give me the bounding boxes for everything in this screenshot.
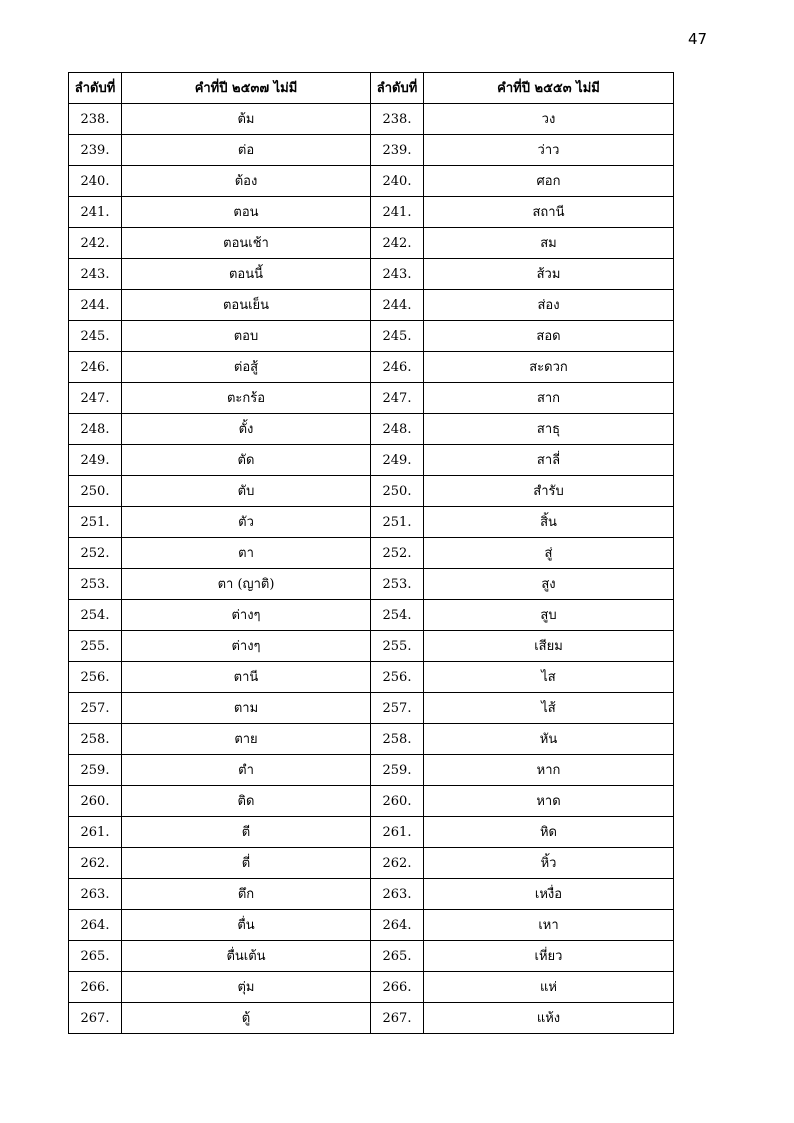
word-2553: เหงื่อ: [424, 879, 674, 910]
word-2537: ตอนเช้า: [122, 228, 371, 259]
row-index-right: 266.: [371, 972, 424, 1003]
row-index-left: 263.: [69, 879, 122, 910]
table-row: [69, 445, 674, 476]
table-row: [69, 538, 674, 569]
row-index-right: 253.: [371, 569, 424, 600]
row-index-left: 240.: [69, 166, 122, 197]
row-index-right: 248.: [371, 414, 424, 445]
word-2553: ว่าว: [424, 135, 674, 166]
row-index-left: 252.: [69, 538, 122, 569]
row-index-right: 258.: [371, 724, 424, 755]
word-2537: ตื่นเต้น: [122, 941, 371, 972]
row-index-left: 244.: [69, 290, 122, 321]
row-index-right: 265.: [371, 941, 424, 972]
header-words-2537: คำที่ปี ๒๕๓๗ ไม่มี: [122, 73, 371, 104]
word-2553: สม: [424, 228, 674, 259]
table-row: [69, 693, 674, 724]
word-2553: หิด: [424, 817, 674, 848]
row-index-right: 263.: [371, 879, 424, 910]
word-2553: สูบ: [424, 600, 674, 631]
word-2537: ตุ่ม: [122, 972, 371, 1003]
row-index-right: 247.: [371, 383, 424, 414]
word-2553: แห่: [424, 972, 674, 1003]
table-header-row: [69, 73, 674, 104]
row-index-right: 249.: [371, 445, 424, 476]
row-index-right: 255.: [371, 631, 424, 662]
word-2537: ตอนเย็น: [122, 290, 371, 321]
word-2537: ตอนนี้: [122, 259, 371, 290]
row-index-left: 256.: [69, 662, 122, 693]
word-2553: สาก: [424, 383, 674, 414]
row-index-left: 250.: [69, 476, 122, 507]
row-index-right: 264.: [371, 910, 424, 941]
row-index-left: 254.: [69, 600, 122, 631]
word-2537: ติด: [122, 786, 371, 817]
table-row: [69, 104, 674, 135]
table-row: [69, 259, 674, 290]
row-index-right: 252.: [371, 538, 424, 569]
table-row: [69, 414, 674, 445]
row-index-left: 241.: [69, 197, 122, 228]
word-2537: ตับ: [122, 476, 371, 507]
word-2553: เหา: [424, 910, 674, 941]
word-2537: ตั้ง: [122, 414, 371, 445]
row-index-right: 242.: [371, 228, 424, 259]
row-index-right: 245.: [371, 321, 424, 352]
word-2537: ตี: [122, 817, 371, 848]
word-2537: ตะกร้อ: [122, 383, 371, 414]
word-2553: สาลี่: [424, 445, 674, 476]
word-comparison-table: [68, 72, 674, 1034]
table-row: [69, 786, 674, 817]
row-index-right: 238.: [371, 104, 424, 135]
word-2553: สู่: [424, 538, 674, 569]
word-2553: สอด: [424, 321, 674, 352]
row-index-right: 267.: [371, 1003, 424, 1034]
table-row: [69, 166, 674, 197]
word-2537: ต่อสู้: [122, 352, 371, 383]
word-2537: ตำ: [122, 755, 371, 786]
row-index-right: 257.: [371, 693, 424, 724]
word-2537: ตา (ญาติ): [122, 569, 371, 600]
word-2537: ตา: [122, 538, 371, 569]
row-index-left: 242.: [69, 228, 122, 259]
row-index-left: 246.: [69, 352, 122, 383]
word-2553: สถานี: [424, 197, 674, 228]
row-index-right: 239.: [371, 135, 424, 166]
table-row: [69, 321, 674, 352]
header-index-2: ลำดับที่: [371, 73, 424, 104]
word-2537: ตื่น: [122, 910, 371, 941]
row-index-left: 267.: [69, 1003, 122, 1034]
table-row: [69, 197, 674, 228]
row-index-left: 260.: [69, 786, 122, 817]
word-2553: หาด: [424, 786, 674, 817]
word-2537: ตัด: [122, 445, 371, 476]
table-row: [69, 600, 674, 631]
word-2553: ไส: [424, 662, 674, 693]
word-2553: สูง: [424, 569, 674, 600]
row-index-left: 239.: [69, 135, 122, 166]
table-row: [69, 631, 674, 662]
row-index-right: 262.: [371, 848, 424, 879]
word-2553: เสียม: [424, 631, 674, 662]
word-2537: ต้ม: [122, 104, 371, 135]
row-index-right: 260.: [371, 786, 424, 817]
table-row: [69, 352, 674, 383]
word-2537: ตานี: [122, 662, 371, 693]
row-index-right: 240.: [371, 166, 424, 197]
word-2553: สาธุ: [424, 414, 674, 445]
table-row: [69, 228, 674, 259]
row-index-right: 259.: [371, 755, 424, 786]
row-index-left: 264.: [69, 910, 122, 941]
word-2553: เหี่ยว: [424, 941, 674, 972]
row-index-left: 245.: [69, 321, 122, 352]
row-index-left: 249.: [69, 445, 122, 476]
table-row: [69, 476, 674, 507]
header-index-1: ลำดับที่: [69, 73, 122, 104]
word-2553: สิ้น: [424, 507, 674, 538]
row-index-left: 243.: [69, 259, 122, 290]
table-row: [69, 941, 674, 972]
table-row: [69, 724, 674, 755]
row-index-left: 253.: [69, 569, 122, 600]
table-row: [69, 662, 674, 693]
page-number: 47: [688, 30, 708, 48]
row-index-right: 254.: [371, 600, 424, 631]
word-2553: หิ้ว: [424, 848, 674, 879]
word-2553: ส่อง: [424, 290, 674, 321]
table-row: [69, 972, 674, 1003]
word-2537: ต่างๆ: [122, 631, 371, 662]
row-index-left: 247.: [69, 383, 122, 414]
word-2553: ไส้: [424, 693, 674, 724]
table-row: [69, 383, 674, 414]
row-index-left: 261.: [69, 817, 122, 848]
row-index-right: 243.: [371, 259, 424, 290]
row-index-left: 266.: [69, 972, 122, 1003]
word-2553: วง: [424, 104, 674, 135]
table-row: [69, 755, 674, 786]
row-index-right: 246.: [371, 352, 424, 383]
row-index-right: 250.: [371, 476, 424, 507]
word-2553: สะดวก: [424, 352, 674, 383]
row-index-left: 257.: [69, 693, 122, 724]
word-2537: ตอบ: [122, 321, 371, 352]
table-row: [69, 879, 674, 910]
table-body: [69, 104, 674, 1034]
row-index-left: 238.: [69, 104, 122, 135]
word-2537: ตี่: [122, 848, 371, 879]
word-2553: สำรับ: [424, 476, 674, 507]
word-2537: ต่างๆ: [122, 600, 371, 631]
table-row: [69, 290, 674, 321]
word-2537: ตู้: [122, 1003, 371, 1034]
table-row: [69, 910, 674, 941]
row-index-left: 265.: [69, 941, 122, 972]
row-index-right: 256.: [371, 662, 424, 693]
table-row: [69, 817, 674, 848]
word-2553: หาก: [424, 755, 674, 786]
row-index-right: 244.: [371, 290, 424, 321]
word-2537: ตึก: [122, 879, 371, 910]
word-2537: ตัว: [122, 507, 371, 538]
row-index-right: 251.: [371, 507, 424, 538]
word-2537: ต่อ: [122, 135, 371, 166]
row-index-left: 259.: [69, 755, 122, 786]
row-index-right: 261.: [371, 817, 424, 848]
table-row: [69, 135, 674, 166]
word-2537: ตอน: [122, 197, 371, 228]
row-index-left: 255.: [69, 631, 122, 662]
word-2537: ตาม: [122, 693, 371, 724]
word-2553: หัน: [424, 724, 674, 755]
word-2537: ต้อง: [122, 166, 371, 197]
word-2553: ส้วม: [424, 259, 674, 290]
word-2553: แห้ง: [424, 1003, 674, 1034]
row-index-right: 241.: [371, 197, 424, 228]
table-row: [69, 569, 674, 600]
word-2537: ตาย: [122, 724, 371, 755]
header-words-2553: คำที่ปี ๒๕๕๓ ไม่มี: [424, 73, 674, 104]
word-2553: ศอก: [424, 166, 674, 197]
row-index-left: 248.: [69, 414, 122, 445]
table-row: [69, 1003, 674, 1034]
row-index-left: 262.: [69, 848, 122, 879]
table-row: [69, 507, 674, 538]
table-row: [69, 848, 674, 879]
row-index-left: 258.: [69, 724, 122, 755]
row-index-left: 251.: [69, 507, 122, 538]
